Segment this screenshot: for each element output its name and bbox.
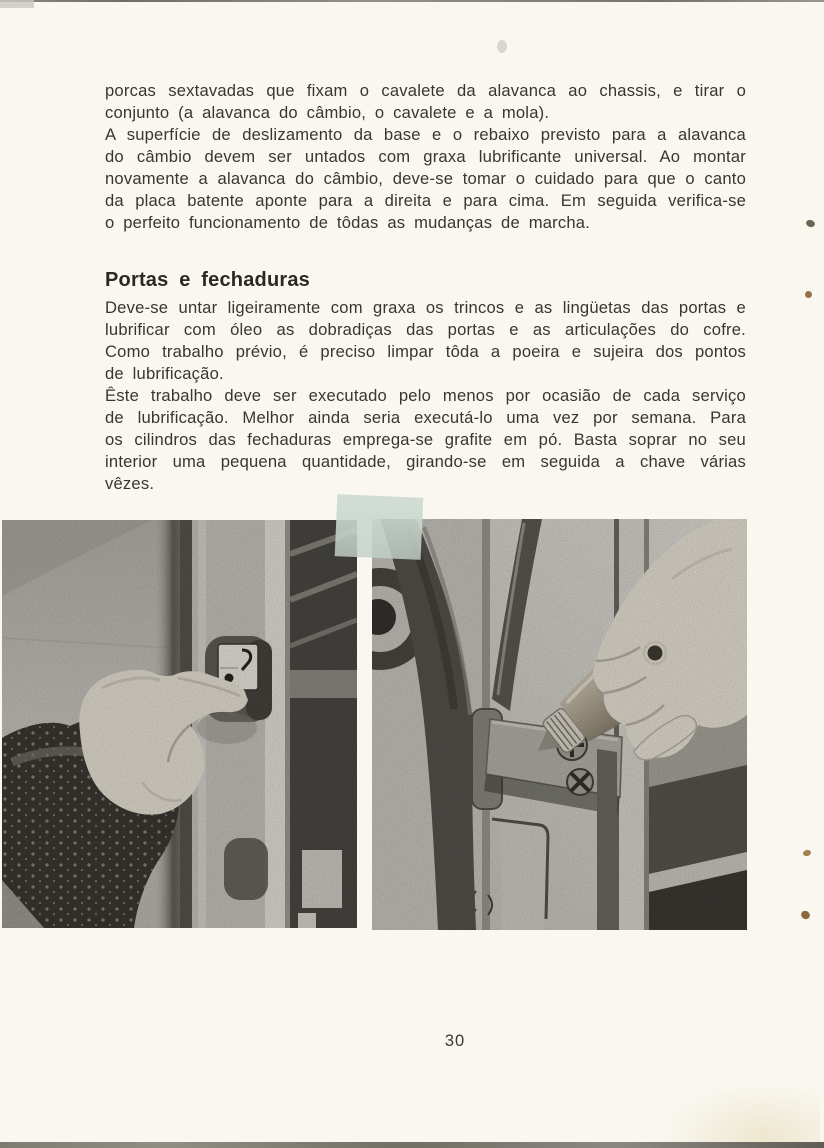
paragraph-block-2 <box>105 297 746 495</box>
text-line: novamente a alavanca do câmbio, deve-se tomar o cuidado para que o canto <box>105 169 746 188</box>
scan-speck <box>800 909 812 920</box>
page-number: 30 <box>444 1032 466 1050</box>
text-line: conjunto (a alavanca do câmbio, o cavalete e a mola). <box>105 103 550 122</box>
section-heading: Portas e fechaduras <box>105 268 310 291</box>
text-line: do câmbio devem ser untados com graxa lubrificante universal. Ao montar <box>105 147 746 166</box>
text-line: os cilindros das fechaduras emprega-se grafite em pó. Basta soprar no seu <box>105 430 746 449</box>
scan-speck <box>802 849 811 857</box>
scan-smudge <box>497 40 507 53</box>
photo-door-hinge-oiling <box>372 519 747 930</box>
scan-corner-artifact <box>0 0 34 8</box>
text-line: Como trabalho prévio, é preciso limpar tôda a poeira e sujeira dos pontos <box>105 342 746 361</box>
scan-bottom-edge <box>0 1142 824 1148</box>
text-line: A superfície de deslizamento da base e o rebaixo previsto para a alavanca <box>105 125 746 144</box>
text-line: Deve-se untar ligeiramente com graxa os trincos e as lingüetas das portas e <box>105 298 746 317</box>
film-grain <box>372 519 747 930</box>
text-line: lubrificar com óleo as dobradiças das portas e as articulações do cofre. <box>105 320 746 339</box>
scan-speck <box>805 219 816 229</box>
text-line: o perfeito funcionamento de tôdas as mudanças de marcha. <box>105 213 591 232</box>
registration-mark-square <box>335 494 424 560</box>
scan-stain <box>660 1080 820 1146</box>
film-grain <box>2 520 357 928</box>
text-line: de lubrificação. Melhor ainda seria executá-lo uma vez por semana. Para <box>105 408 746 427</box>
scan-speck <box>805 291 812 298</box>
text-line: interior uma pequena quantidade, girando-se em seguida a chave várias <box>105 452 746 471</box>
text-line: de lubrificação. <box>105 364 224 383</box>
paragraph-block-1 <box>105 80 746 234</box>
text-line: porcas sextavadas que fixam o cavalete da alavanca ao chassis, e tirar o <box>105 81 746 100</box>
text-line: da placa batente aponte para a direita e para cima. Em seguida verifica-se <box>105 191 746 210</box>
photo-door-lock-striker <box>2 520 357 928</box>
scan-top-edge <box>0 0 824 2</box>
text-line: vêzes. <box>105 474 155 493</box>
text-line: Êste trabalho deve ser executado pelo menos por ocasião de cada serviço <box>105 386 746 405</box>
